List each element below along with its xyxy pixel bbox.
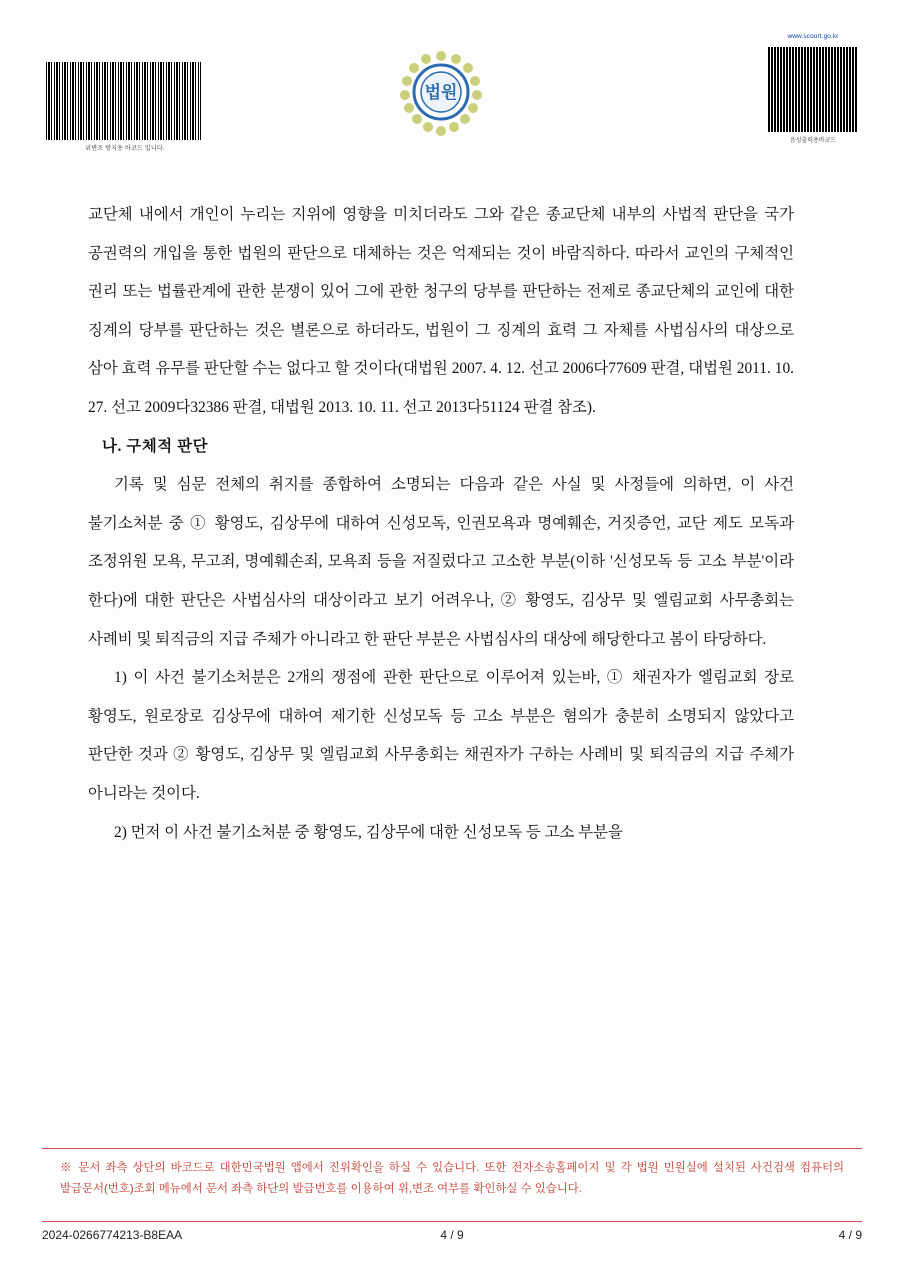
2d-barcode-right: [768, 47, 858, 132]
barcode-right-caption: 음성출력용바코드: [789, 138, 837, 144]
page-number-center: 4 / 9: [440, 1228, 464, 1242]
issue-number: 2024-0266774213-B8EAA: [42, 1228, 183, 1242]
2d-barcode-left: [46, 62, 201, 140]
svg-text:법원: 법원: [424, 83, 458, 102]
paragraph-body-1: 기록 및 심문 전체의 취지를 종합하여 소명되는 다음과 같은 사실 및 사정들에 의하면, 이 사건 불기소처분 중 ① 황영도, 김상무에 대하여 신성모독, 인권모욕과 명예훼손, 거짓증언, 교단 제도 모독과 조정위원 모욕, 무고죄, 명예훼손죄, 모욕죄 등을 저질렀다고 고소한 부분(이하 '신성모독 등 고소 부분'이라 한다)에 대한 판단은 사법심사의 대상이라고 보기 어려우나, ② 황영도, 김상무 및 엘림교회 사무총회는 사례비 및 퇴직금의 지급 주체가 아니라고 한 판단 부분은 사법심사의 대상에 해당한다고 봄이 타당하다.: [88, 476, 794, 648]
document-body: [88, 196, 794, 852]
section-heading: 나. 구체적 판단: [102, 437, 209, 455]
court-emblem: [398, 48, 484, 140]
paragraph-continuation: 교단체 내에서 개인이 누리는 지위에 영향을 미치더라도 그와 같은 종교단체 내부의 사법적 판단을 국가 공권력의 개입을 통한 법원의 판단으로 대체하는 것은 억제되는 것이 바람직하다. 따라서 교인의 구체적인 권리 또는 법률관계에 관한 분쟁이 있어 그에 관한 청구의 당부를 판단하는 전제로 종교단체의 교인에 대한 징계의 당부를 판단하는 것은 별론으로 하더라도, 법원이 그 징계의 효력 그 자체를 사법심사의 대상으로 삼아 효력 유무를 판단할 수는 없다고 할 것이다(대법원 2007. 4. 12. 선고 2006다77609 판결, 대법원 2011. 10. 27. 선고 2009다32386 판결, 대법원 2013. 10. 11. 선고 2013다51124 판결 참조).: [88, 206, 794, 416]
paragraph-body-2: 1) 이 사건 불기소처분은 2개의 쟁점에 관한 판단으로 이루어져 있는바, ① 채권자가 엘림교회 장로 황영도, 원로장로 김상무에 대하여 제기한 신성모독 등 고소 부분은 혐의가 충분히 소명되지 않았다고 판단한 것과 ② 황영도, 김상무 및 엘림교회 사무총회는 채권자가 구하는 사례비 및 퇴직금의 지급 주체가 아니라는 것이다.: [88, 669, 794, 802]
verification-notice: [42, 1148, 862, 1222]
verification-notice-text: ※ 문서 좌측 상단의 바코드로 대한민국법원 앱에서 진위확인을 하실 수 있습니다. 또한 전자소송홈페이지 및 각 법원 민원실에 설치된 사건검색 컴퓨터의 발급문서(번호)조회 메뉴에서 문서 좌측 하단의 발급번호를 이용하여 위,변조 여부를 확인하실 수 있습니다.: [60, 1162, 844, 1195]
page-number-right: 4 / 9: [838, 1228, 862, 1242]
court-website-url: www.scourt.go.kr: [787, 33, 839, 40]
page-footer: [42, 1228, 862, 1248]
document-header: [0, 0, 904, 175]
barcode-left-caption: 위변조 방지용 바코드 입니다.: [85, 146, 165, 152]
paragraph-body-3: 2) 먼저 이 사건 불기소처분 중 황영도, 김상무에 대한 신성모독 등 고소 부분을: [114, 823, 623, 841]
